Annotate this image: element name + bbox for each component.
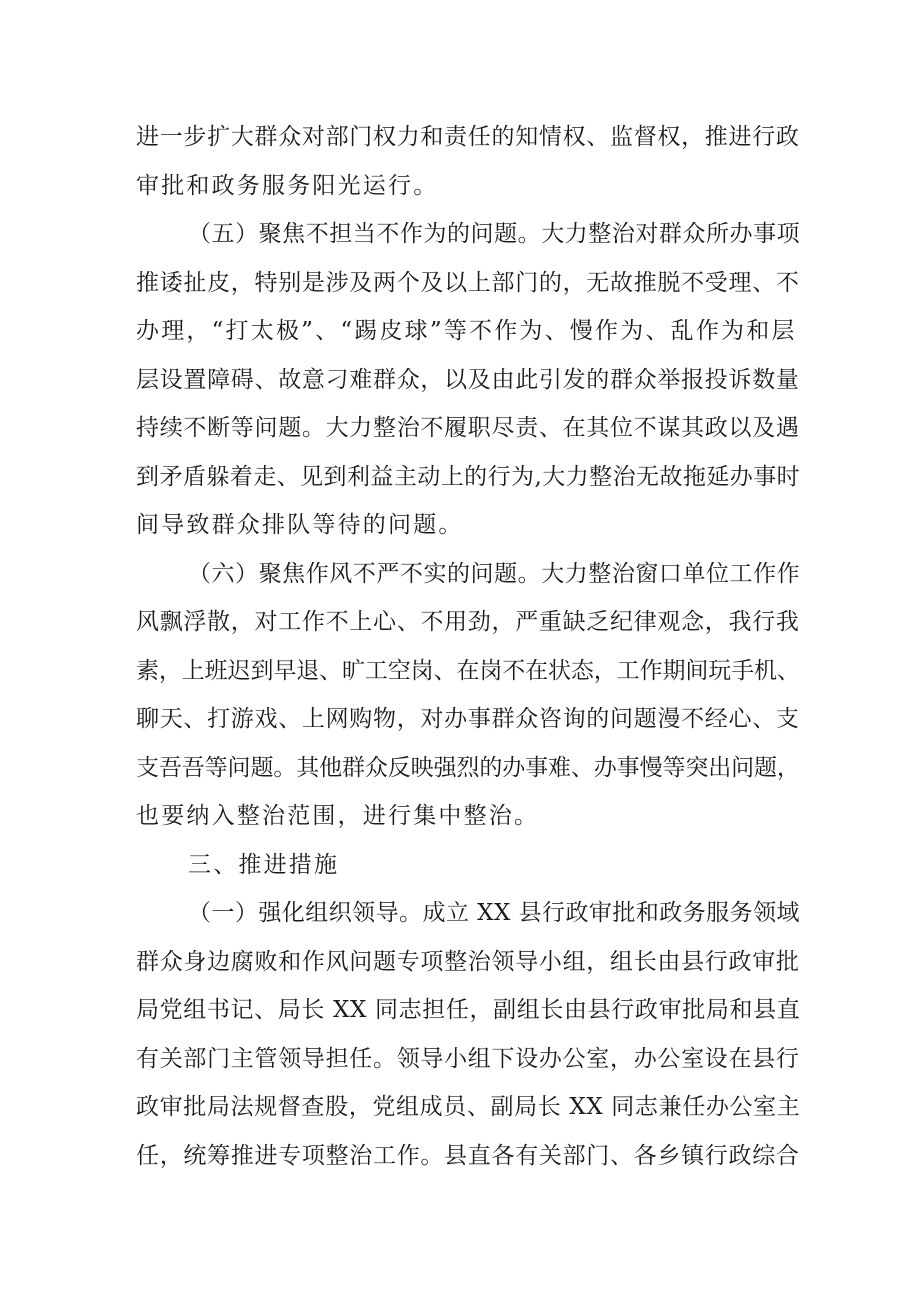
text-line: 任，统筹推进专项整治工作。县直各有关部门、各乡镇行政综合	[136, 1142, 800, 1169]
text-line: 政审批局法规督查股，党组成员、副局长 XX 同志兼任办公室主	[136, 1094, 801, 1120]
text-line: 持续不断等问题。大力整治不履职尽责、在其位不谋其政以及遇	[136, 415, 800, 441]
section-heading-measures: 三、推进措施	[188, 851, 340, 878]
text-line: 也要纳入整治范围，进行集中整治。	[136, 803, 540, 829]
text-line: 推诿扯皮，特别是涉及两个及以上部门的，无故推脱不受理、不	[136, 269, 800, 296]
paragraph-heading-one: （一）强化组织领导。成立 XX 县行政审批和政务服务领域	[188, 900, 800, 926]
text-line: 办理，“打太极”、“踢皮球”等不作为、慢作为、乱作为和层	[136, 318, 797, 344]
text-line: 审批和政务服务阳光运行。	[136, 172, 439, 199]
text-line: 风飘浮散，对工作不上心、不用劲，严重缺乏纪律观念，我行我	[136, 609, 800, 635]
paragraph-heading-six: （六）聚焦作风不严不实的问题。大力整治窗口单位工作作	[188, 560, 801, 587]
text-line: 聊天、打游戏、上网购物，对办事群众咨询的问题漫不经心、支	[136, 706, 800, 732]
text-line: 层设置障碍、故意刁难群众，以及由此引发的群众举报投诉数量	[136, 366, 800, 393]
text-line: 间导致群众排队等待的问题。	[136, 512, 464, 538]
text-line: 支吾吾等问题。其他群众反映强烈的办事难、办事慢等突出问题，	[136, 754, 800, 781]
text-line: 进一步扩大群众对部门权力和责任的知情权、监督权，推进行政	[136, 124, 800, 150]
paragraph-heading-five: （五）聚焦不担当不作为的问题。大力整治对群众所办事项	[188, 221, 801, 247]
text-line: 素，上班迟到早退、旷工空岗、在岗不在状态，工作期间玩手机、	[136, 657, 800, 684]
text-line: 有关部门主管领导担任。领导小组下设办公室，办公室设在县行	[136, 1045, 800, 1072]
text-line: 群众身边腐败和作风问题专项整治领导小组，组长由县行政审批	[136, 948, 800, 975]
document-body	[136, 113, 800, 1180]
text-line: 到矛盾躲着走、见到利益主动上的行为,大力整治无故拖延办事时	[136, 463, 801, 490]
text-line: 局党组书记、局长 XX 同志担任，副组长由县行政审批局和县直	[136, 997, 801, 1023]
